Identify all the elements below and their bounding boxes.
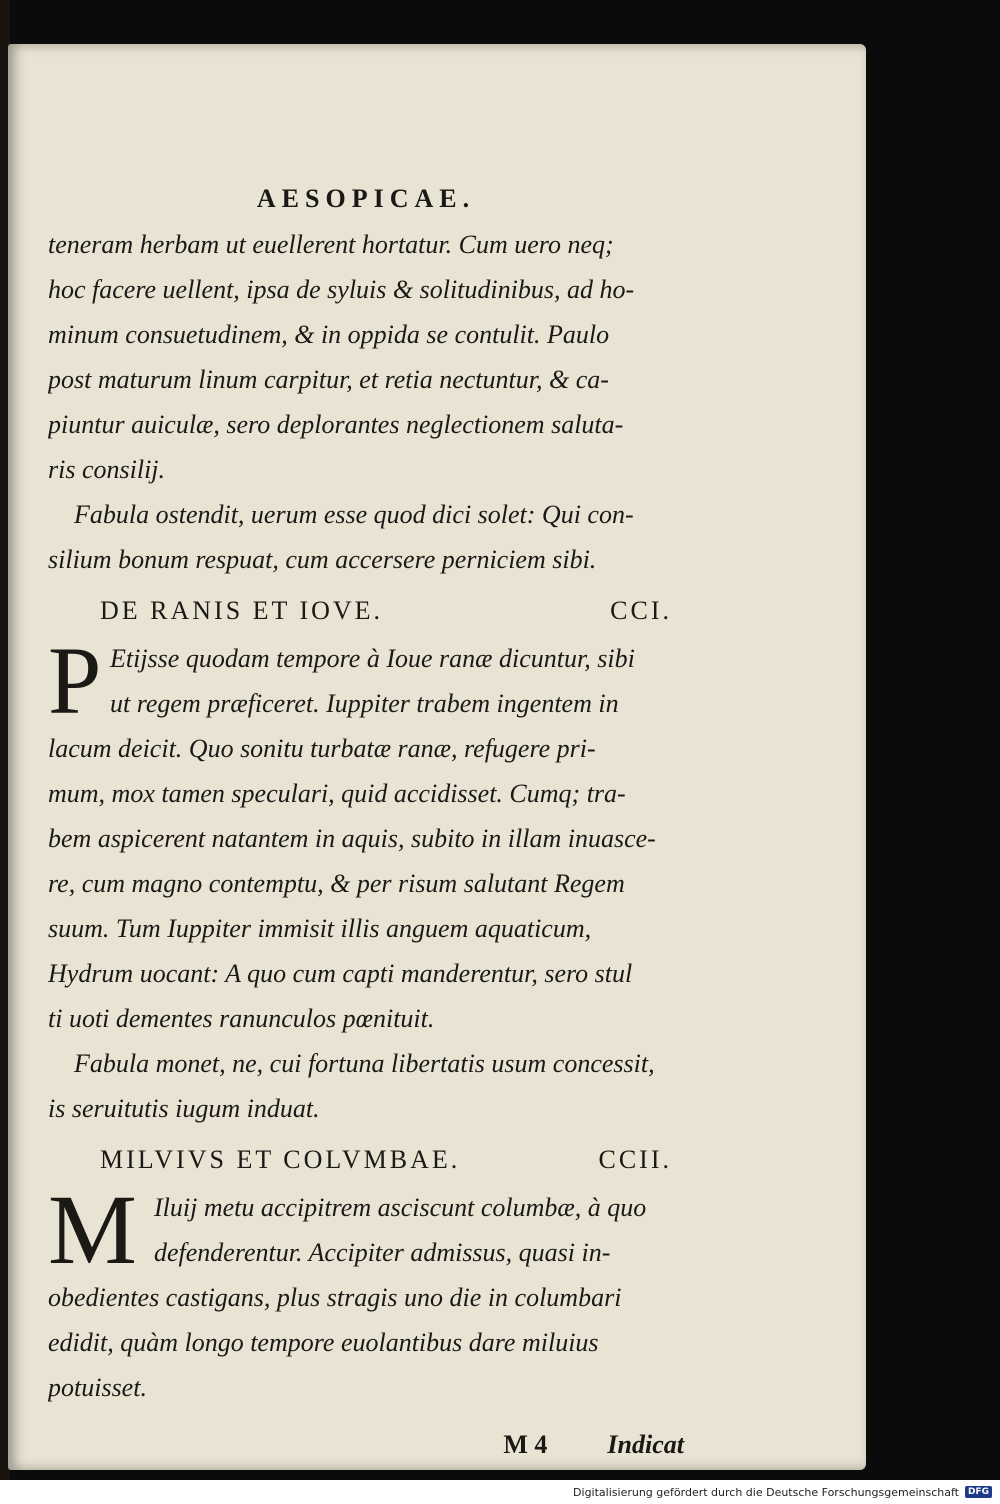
drop-cap-initial: M (48, 1174, 137, 1285)
text-line: edidit, quàm longo tempore euolantibus dare miluius (48, 1328, 599, 1357)
text-line: mum, mox tamen speculari, quid accidisset. Cumq; tra- (48, 779, 626, 808)
text-line: bem aspicerent natantem in aquis, subito in illam inuasce- (48, 824, 656, 853)
running-head: AESOPICAE. (256, 184, 476, 213)
moral-line: silium bonum respuat, cum accersere perniciem sibi. (48, 545, 597, 574)
fable-title: DE RANIS ET IOVE. (100, 596, 384, 625)
fable-202-body (48, 1174, 684, 1410)
moral-line: Fabula monet, ne, cui fortuna libertatis usum concessit, (74, 1049, 655, 1078)
text-line: piuntur auiculæ, sero deplorantes neglectionem saluta- (48, 410, 624, 439)
text-line: minum consuetudinem, & in oppida se contulit. Paulo (48, 320, 610, 349)
text-line: teneram herbam ut euellerent hortatur. Cum uero neq; (48, 230, 614, 259)
text-line: Iluij metu accipitrem asciscunt columbæ, à quo (154, 1193, 647, 1222)
text-line: Hydrum uocant: A quo cum capti manderentur, sero stul (48, 959, 633, 988)
moral-line: is seruitutis iugum induat. (48, 1094, 320, 1123)
moral-201 (48, 1041, 684, 1131)
text-line: ti uoti dementes ranunculos pœnituit. (48, 1004, 435, 1033)
text-line: obedientes castigans, plus stragis uno die in columbari (48, 1283, 622, 1312)
fable-number: CCII. (598, 1145, 672, 1174)
catchword: Indicat (607, 1430, 684, 1459)
credit-text: Digitalisierung gefördert durch die Deutsche Forschungsgemeinschaft (573, 1485, 959, 1499)
text-line: hoc facere uellent, ipsa de syluis & solitudinibus, ad ho- (48, 275, 635, 304)
fable-title: MILVIVS ET COLVMBAE. (100, 1145, 461, 1174)
fable-202-heading (48, 1135, 684, 1185)
digitization-credit-bar (0, 1480, 1000, 1504)
fable-200-tail (48, 222, 684, 492)
text-line: potuisset. (48, 1373, 147, 1402)
text-line: post maturum linum carpitur, et retia nectuntur, & ca- (48, 365, 609, 394)
text-line: defenderentur. Accipiter admissus, quasi in- (154, 1238, 611, 1267)
page-text-block (48, 184, 684, 1470)
dfg-logo: DFG (965, 1486, 992, 1498)
text-line: Etijsse quodam tempore à Ioue ranæ dicuntur, sibi (110, 644, 635, 673)
fable-201-body (48, 627, 684, 1041)
text-line: ris consilij. (48, 455, 166, 484)
fable-201-heading (48, 586, 684, 636)
page-footer-line (48, 1430, 684, 1470)
text-line: suum. Tum Iuppiter immisit illis anguem aquaticum, (48, 914, 592, 943)
book-page (8, 44, 866, 1470)
fable-number: CCI. (610, 596, 672, 625)
text-line: lacum deicit. Quo sonitu turbatæ ranæ, refugere pri- (48, 734, 596, 763)
drop-cap-initial: P (48, 627, 102, 734)
text-line: re, cum magno contemptu, & per risum salutant Regem (48, 869, 625, 898)
text-line: ut regem præficeret. Iuppiter trabem ingentem in (110, 689, 619, 718)
signature-mark: M 4 (503, 1430, 548, 1459)
moral-line: Fabula ostendit, uerum esse quod dici solet: Qui con- (74, 500, 634, 529)
moral-200 (48, 492, 684, 582)
